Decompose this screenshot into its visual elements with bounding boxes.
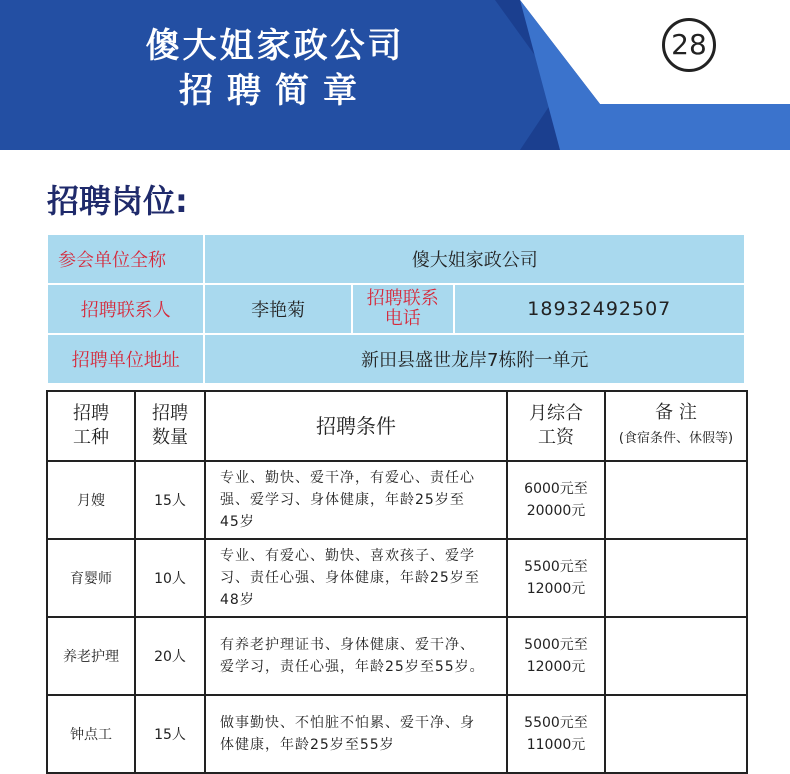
address-label: 招聘单位地址 xyxy=(47,334,204,384)
banner-title-line2: 招聘简章 xyxy=(179,71,371,111)
conditions-cell xyxy=(205,539,507,617)
conditions-line: 45岁 xyxy=(220,514,255,530)
conditions-cell xyxy=(205,617,507,695)
header-job-line2: 工种 xyxy=(73,427,109,448)
conditions-line: 强、爱学习、身体健康，年龄25岁至 xyxy=(220,492,465,508)
phone-label-line2: 电话 xyxy=(384,308,421,329)
job-cell: 钟点工 xyxy=(47,695,135,773)
salary-cell xyxy=(507,617,605,695)
header-salary xyxy=(507,391,605,461)
address-value: 新田县盛世龙岸7栋附一单元 xyxy=(204,334,745,384)
header-salary-line2: 工资 xyxy=(538,427,574,448)
salary-cell xyxy=(507,695,605,773)
salary-cell xyxy=(507,461,605,539)
header-count-line1: 招聘 xyxy=(152,403,188,424)
conditions-line: 48岁 xyxy=(220,592,255,608)
table-row xyxy=(47,539,747,617)
count-cell: 15人 xyxy=(135,461,205,539)
conditions-line: 习、责任心强、身体健康，年龄25岁至 xyxy=(220,570,480,586)
conditions-line: 体健康，年龄25岁至55岁 xyxy=(220,737,395,753)
contact-label: 招聘联系人 xyxy=(47,284,204,334)
table-row xyxy=(47,695,747,773)
salary-line: 5500元至 xyxy=(524,715,588,731)
jobs-header-row xyxy=(47,391,747,461)
table-row xyxy=(47,461,747,539)
salary-line: 12000元 xyxy=(526,659,586,675)
conditions-cell xyxy=(205,695,507,773)
banner-title xyxy=(95,24,455,114)
conditions-line: 专业、有爱心、勤快、喜欢孩子、爱学 xyxy=(220,548,475,564)
header-job xyxy=(47,391,135,461)
count-cell: 20人 xyxy=(135,617,205,695)
header-conditions: 招聘条件 xyxy=(205,391,507,461)
address-row xyxy=(47,334,745,384)
contact-value: 李艳菊 xyxy=(204,284,351,334)
salary-cell xyxy=(507,539,605,617)
company-row xyxy=(47,234,745,284)
notes-cell xyxy=(605,539,747,617)
header-notes xyxy=(605,391,747,461)
phone-label xyxy=(352,284,454,334)
count-cell: 15人 xyxy=(135,695,205,773)
job-cell: 养老护理 xyxy=(47,617,135,695)
page-number: 28 xyxy=(662,18,716,72)
section-heading: 招聘岗位: xyxy=(47,182,188,220)
notes-cell xyxy=(605,461,747,539)
table-row xyxy=(47,617,747,695)
header-job-line1: 招聘 xyxy=(73,403,109,424)
notes-cell xyxy=(605,695,747,773)
info-table xyxy=(46,233,746,385)
company-label: 参会单位全称 xyxy=(47,234,204,284)
salary-line: 6000元至 xyxy=(524,481,588,497)
job-cell: 月嫂 xyxy=(47,461,135,539)
job-cell: 育婴师 xyxy=(47,539,135,617)
salary-line: 20000元 xyxy=(526,503,586,519)
banner-title-line1: 傻大姐家政公司 xyxy=(145,26,405,66)
header-notes-line1: 备 注 xyxy=(655,402,697,423)
conditions-line: 爱学习，责任心强，年龄25岁至55岁。 xyxy=(220,659,485,675)
notes-cell xyxy=(605,617,747,695)
contact-row xyxy=(47,284,745,334)
conditions-line: 专业、勤快、爱干净，有爱心、责任心 xyxy=(220,470,475,486)
salary-line: 11000元 xyxy=(526,737,586,753)
conditions-cell xyxy=(205,461,507,539)
header-notes-line2: (食宿条件、休假等) xyxy=(618,431,734,446)
conditions-line: 做事勤快、不怕脏不怕累、爱干净、身 xyxy=(220,715,475,731)
salary-line: 5000元至 xyxy=(524,637,588,653)
header-count-line2: 数量 xyxy=(152,427,188,448)
header-count xyxy=(135,391,205,461)
jobs-table xyxy=(46,390,748,774)
phone-value: 18932492507 xyxy=(454,284,745,334)
header-salary-line1: 月综合 xyxy=(529,403,583,424)
salary-line: 5500元至 xyxy=(524,559,588,575)
company-value: 傻大姐家政公司 xyxy=(204,234,745,284)
salary-line: 12000元 xyxy=(526,581,586,597)
phone-label-line1: 招聘联系 xyxy=(366,288,439,309)
count-cell: 10人 xyxy=(135,539,205,617)
conditions-line: 有养老护理证书、身体健康、爱干净、 xyxy=(220,637,475,653)
